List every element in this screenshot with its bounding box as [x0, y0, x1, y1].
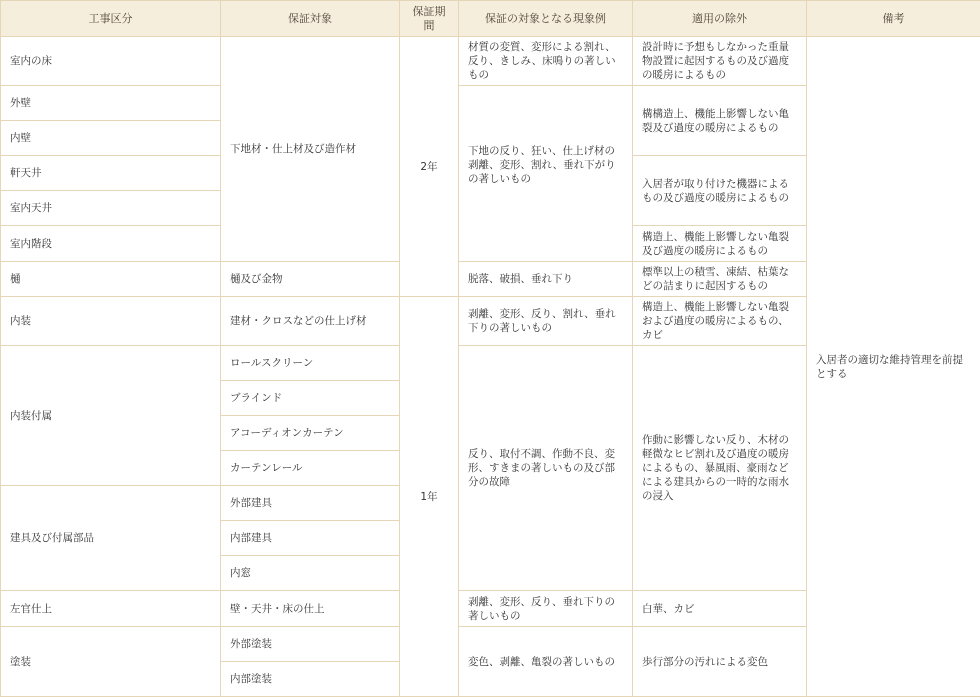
target-cell: ブラインド [221, 381, 400, 416]
category-cell: 内装付属 [1, 346, 221, 486]
category-cell: 内装 [1, 297, 221, 346]
phenomenon-cell: 変色、剥離、亀裂の著しいもの [459, 627, 633, 697]
header-warranty-target: 保証対象 [221, 1, 400, 37]
phenomenon-cell: 剥離、変形、反り、割れ、垂れ下りの著しいもの [459, 297, 633, 346]
exclusion-cell: 構造上、機能上影響しない亀裂および過度の暖房によるもの、カビ [633, 297, 807, 346]
phenomenon-cell: 反り、取付不調、作動不良、変形、すきまの著しいもの及び部分の故障 [459, 346, 633, 591]
exclusion-cell: 構構造上、機能上影響しない亀裂及び過度の暖房によるもの [633, 86, 807, 156]
category-cell: 樋 [1, 262, 221, 297]
target-cell: 外部建具 [221, 486, 400, 521]
phenomenon-cell: 剥離、変形、反り、垂れ下りの著しいもの [459, 591, 633, 627]
exclusion-cell: 白華、カビ [633, 591, 807, 627]
target-cell: 樋及び金物 [221, 262, 400, 297]
phenomenon-cell: 脱落、破損、垂れ下り [459, 262, 633, 297]
target-cell: ロールスクリーン [221, 346, 400, 381]
category-cell: 建具及び付属部品 [1, 486, 221, 591]
target-cell: アコーディオンカーテン [221, 416, 400, 451]
phenomenon-cell: 材質の変質、変形による割れ、反り、きしみ、床鳴りの著しいもの [459, 37, 633, 86]
header-row [1, 1, 980, 37]
target-cell: 下地材・仕上材及び造作材 [221, 37, 400, 262]
remarks-cell: 入居者の適切な維持管理を前提とする [807, 37, 980, 697]
category-cell: 室内の床 [1, 37, 221, 86]
header-work-category: 工事区分 [1, 1, 221, 37]
category-cell: 内壁 [1, 121, 221, 156]
exclusion-cell: 作動に影響しない反り、木材の軽微なヒビ割れ及び過度の暖房によるもの、暴風雨、豪雨などによる建具からの一時的な雨水の浸入 [633, 346, 807, 591]
target-cell: カーテンレール [221, 451, 400, 486]
period-cell: 2年 [400, 37, 459, 297]
exclusion-cell: 歩行部分の汚れによる変色 [633, 627, 807, 697]
header-remarks: 備考 [807, 1, 980, 37]
target-cell: 内部塗装 [221, 662, 400, 697]
target-cell: 壁・天井・床の仕上 [221, 591, 400, 627]
table-row [1, 37, 980, 86]
category-cell: 軒天井 [1, 156, 221, 191]
category-cell: 塗装 [1, 627, 221, 697]
exclusion-cell: 構造上、機能上影響しない亀裂及び過度の暖房によるもの [633, 226, 807, 262]
header-phenomena: 保証の対象となる現象例 [459, 1, 633, 37]
target-cell: 外部塗装 [221, 627, 400, 662]
category-cell: 外壁 [1, 86, 221, 121]
phenomenon-cell: 下地の反り、狂い、仕上げ材の剥離、変形、割れ、垂れ下がりの著しいもの [459, 86, 633, 262]
header-warranty-period: 保証期間 [400, 1, 459, 37]
category-cell: 室内天井 [1, 191, 221, 226]
exclusion-cell: 設計時に予想もしなかった重量物設置に起因するもの及び過度の暖房によるもの [633, 37, 807, 86]
target-cell: 建材・クロスなどの仕上げ材 [221, 297, 400, 346]
header-exclusions: 適用の除外 [633, 1, 807, 37]
period-cell: 1年 [400, 297, 459, 697]
exclusion-cell: 標準以上の積雪、凍結、枯葉などの詰まりに起因するもの [633, 262, 807, 297]
category-cell: 左官仕上 [1, 591, 221, 627]
target-cell: 内窓 [221, 556, 400, 591]
exclusion-cell: 入居者が取り付けた機器によるもの及び過度の暖房によるもの [633, 156, 807, 226]
category-cell: 室内階段 [1, 226, 221, 262]
target-cell: 内部建具 [221, 521, 400, 556]
